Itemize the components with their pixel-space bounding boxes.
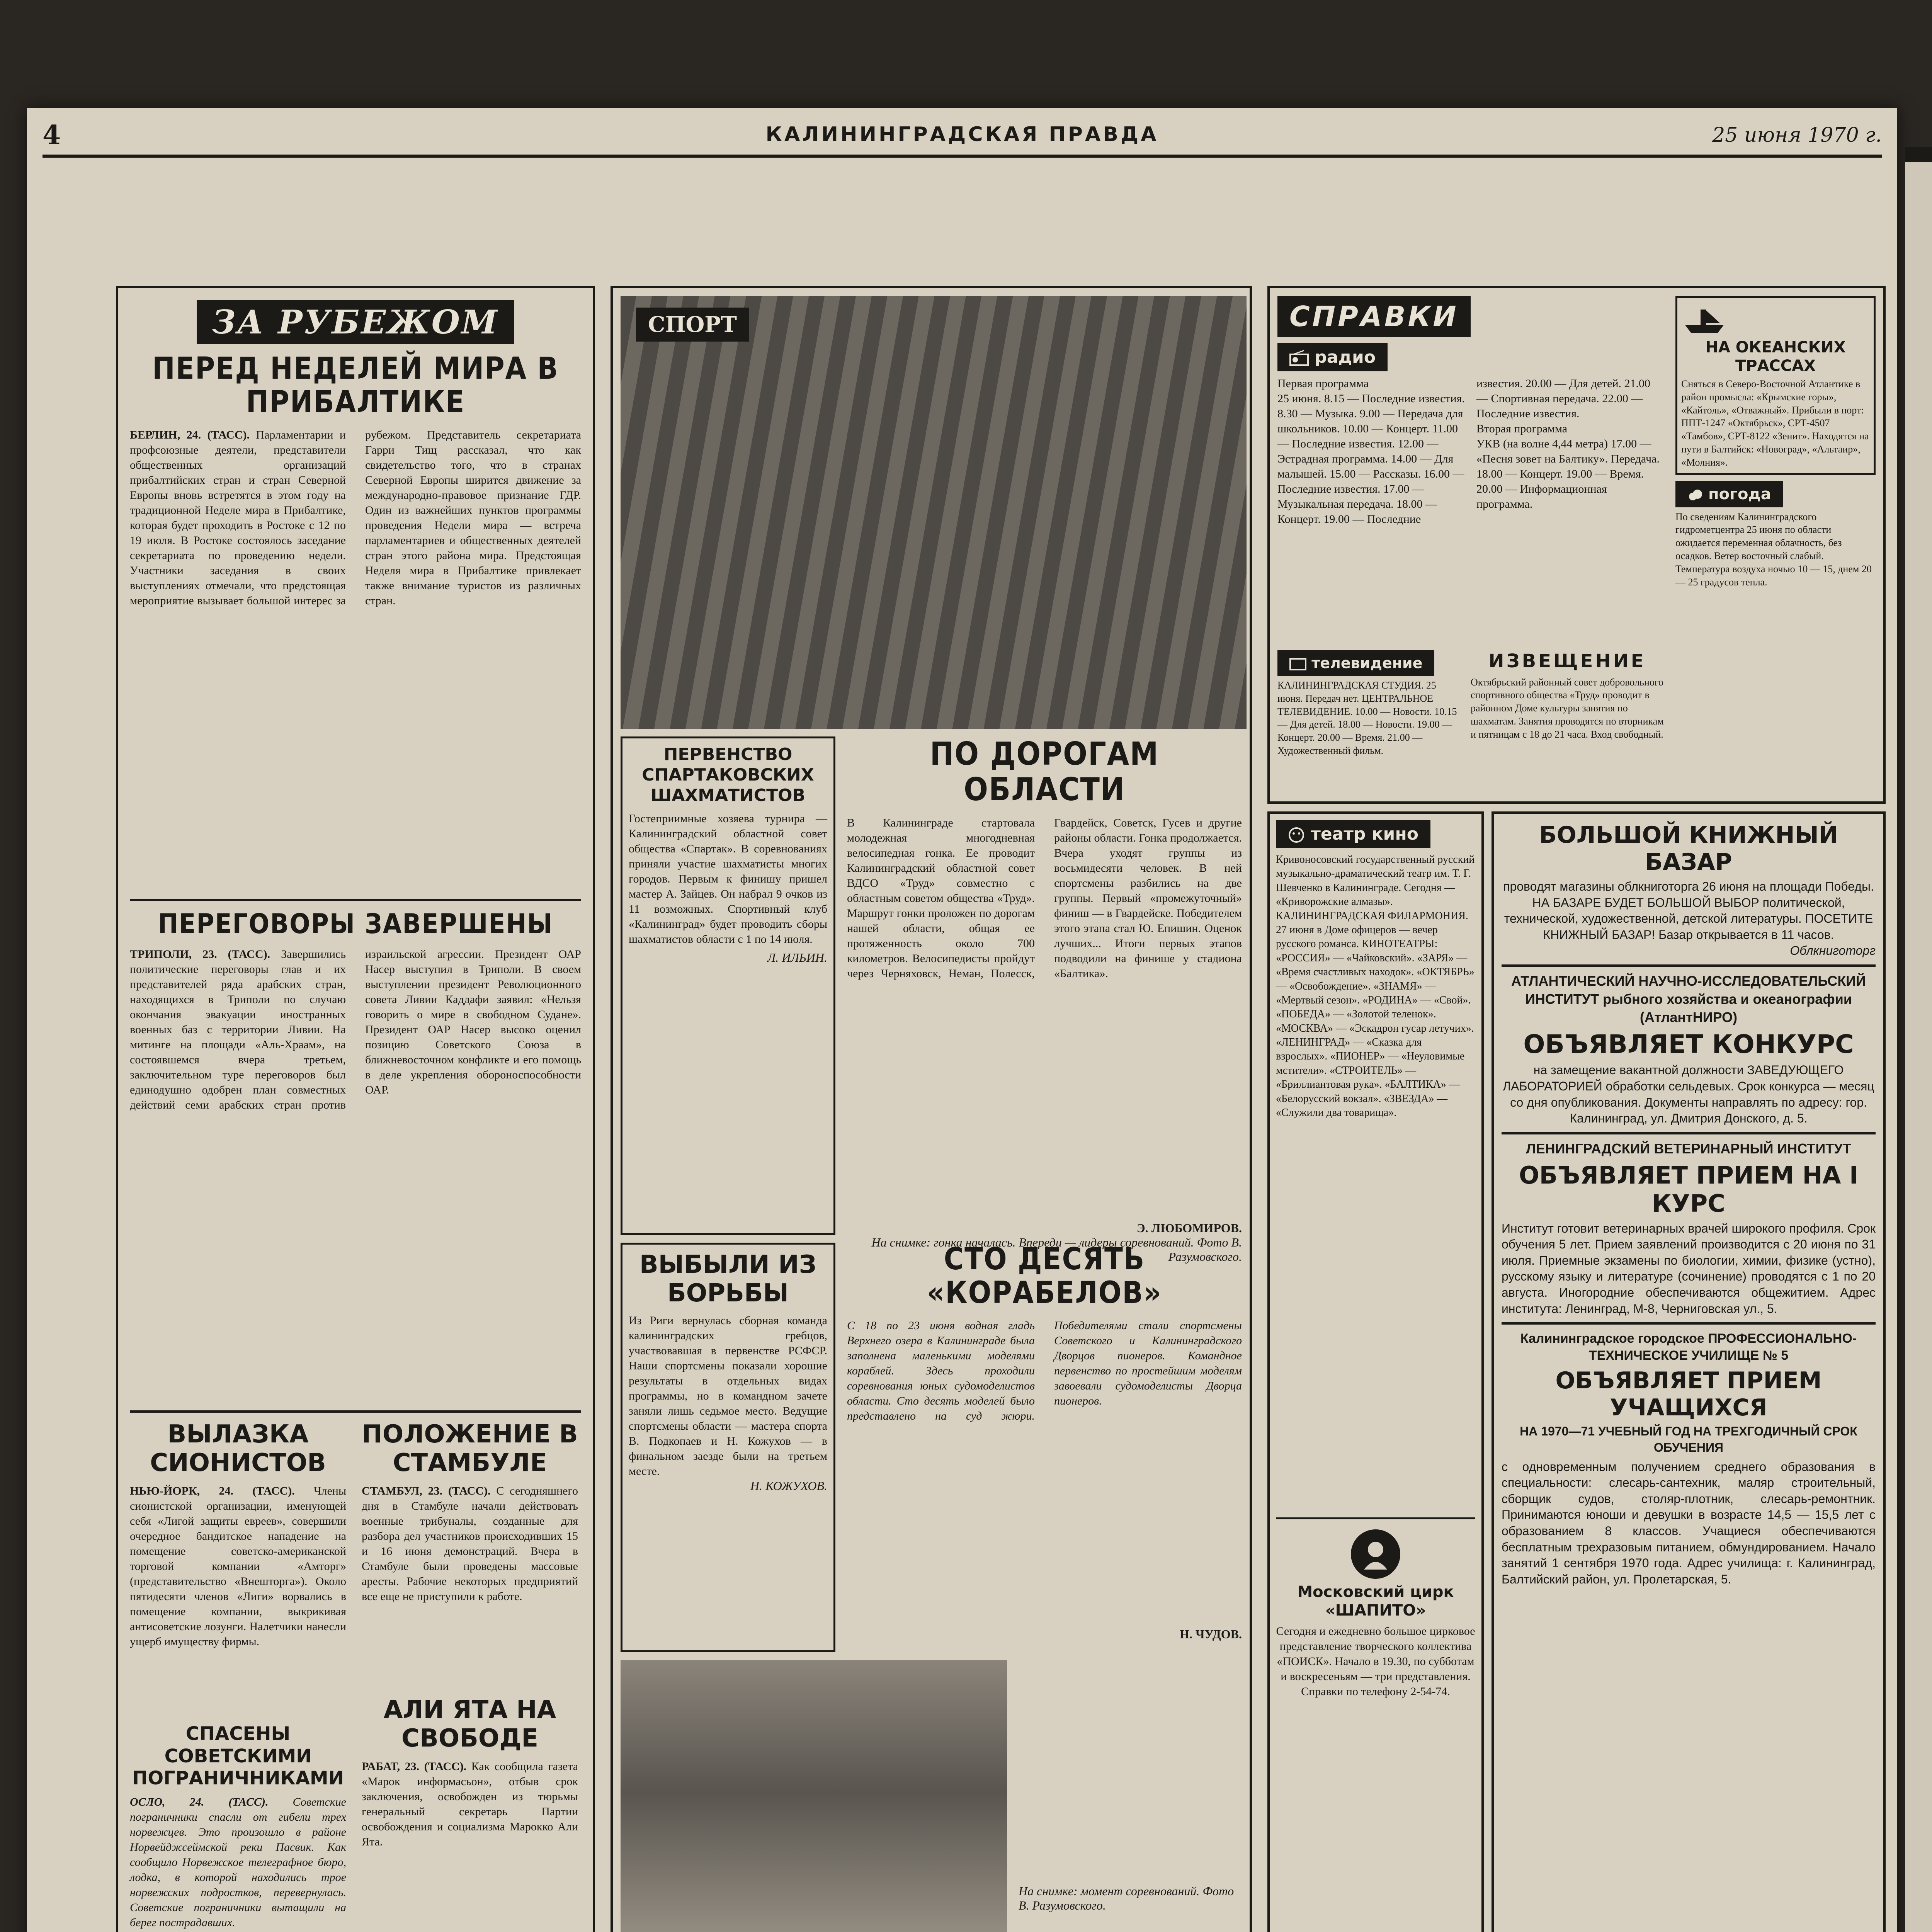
article-title: ПЕРЕГОВОРЫ ЗАВЕРШЕНЫ <box>158 908 553 940</box>
article-text: С 18 по 23 июня водная гладь Верхнего озера в Калининграде была заполнена маленькими моделями кораблей. Здесь проходили соревнования юных судомоделистов области. Сто десять моделей было представлено на суд жюри. Победителями стали спортсмены Советского и Калининградского Дворцов пионеров. Командное первенство по простейшим моделям завоевали судомоделисты Дворца пионеров. <box>847 1319 1242 1422</box>
article-dateline: РАБАТ, 23. (ТАСС). <box>362 1760 467 1773</box>
article-author: Л. ИЛЬИН. <box>767 951 827 965</box>
article-title: ВЫЛАЗКА СИОНИСТОВ <box>150 1420 326 1477</box>
tv-text: КАЛИНИНГРАДСКАЯ СТУДИЯ. 25 июня. Передач нет. ЦЕНТРАЛЬНОЕ ТЕЛЕВИДЕНИЕ. 10.00 — Новости. 10.15 — Для детей. 18.00 — Новости. 19.00 — Концерт. 20.00 — Время. 21.00 — Художественный фильм. <box>1277 680 1457 756</box>
ship-models-photo <box>621 1660 1007 1932</box>
ad-text: проводят магазины облкниготорга 26 июня на площади Победы. НА БАЗАРЕ БУДЕТ БОЛЬШОЙ ВЫБОР политической, технической, художественной, детской литературы. ПОСЕТИТЕ КНИЖНЫЙ БАЗАР! Базар открывается в 11 часов. <box>1503 879 1874 942</box>
article-column <box>130 1420 346 1932</box>
circus-title: Московский цирк «ШАПИТО» <box>1297 1583 1454 1619</box>
radio-program-title: Вторая программа <box>1476 422 1568 435</box>
page-number: 4 <box>43 120 61 151</box>
article-dateline: ТРИПОЛИ, 23. (ТАСС). <box>130 948 270 961</box>
notice-block <box>1471 650 1664 757</box>
article-text: Гостеприимные хозяева турнира — Калининградский областной совет общества «Спартак». В соревнованиях приняли участие шахматисты многих городов. Первым к финишу пришел мастер А. Зайцев. Он набрал 9 очков из 11 возможных. Спортивный клуб «Калининград» будет проводить сборы шахматистов области с 1 по 14 июля. <box>629 812 827 946</box>
tv-block <box>1277 650 1463 757</box>
article-title: ПО ДОРОГАМ ОБЛАСТИ <box>930 736 1159 808</box>
cloud-icon <box>1687 488 1703 502</box>
tv-label: телевидение <box>1311 655 1423 672</box>
ad-title: АТЛАНТИЧЕСКИЙ НАУЧНО-ИССЛЕДОВАТЕЛЬСКИЙ ИНСТИТУТ рыбного хозяйства и океанографии (АтлантНИРО) <box>1511 973 1866 1025</box>
ads-section <box>1492 811 1886 1932</box>
next-page-edge <box>1905 147 1932 1932</box>
article-body <box>130 1483 346 1715</box>
radio-block <box>1277 343 1664 646</box>
ocean-text: Сняться в Северо-Восточной Атлантике в район промысла: «Крымские горы», «Кайтоль», «Отважный». Прибыли в порт: ППТ-1247 «Октябрьск», СРТ-4507 «Тамбов», СРТ-8122 «Зенит». Находятся на пути в Балтийск: «Новоград», «Альтаир», «Молния». <box>1681 378 1869 468</box>
radio-program-text: УКВ (на волне 4,44 метра) 17.00 — «Песня зовет на Балтику». Передача. 18.00 — Концерт. 19.00 — Время. 20.00 — Информационная программа. <box>1476 437 1660 510</box>
ad-subtitle: НА 1970—71 УЧЕБНЫЙ ГОД НА ТРЕХГОДИЧНЫЙ СРОК ОБУЧЕНИЯ <box>1520 1424 1857 1455</box>
notice-title: ИЗВЕЩЕНИЕ <box>1488 650 1646 672</box>
photo-caption: На снимке: момент соревнований. Фото В. Разумовского. <box>1019 1884 1234 1912</box>
article-text: Из Риги вернулась сборная команда калининградских гребцов, участвовавшая в первенстве РСФСР. Наши спортсмены показали хорошие результаты в отдельных видах программы, но в командном зачете заняли лишь седьмое место. Ведущие спортсмены области — мастера спорта В. Подкопаев и Н. Кожухов — в финальном заезде были на третьем месте. <box>629 1314 827 1478</box>
radio-program-title: Первая программа <box>1277 377 1369 390</box>
article-text: Советские пограничники спасли от гибели трех норвежцев. Это произошло в районе Норвейджсеймской реки Пасвик. Как сообщило Норвежское телеграфное бюро, лодка, в которой находились трое норвежских подростков, перевернулась. Советские пограничники вытащили на берег пострадавших. <box>130 1796 346 1929</box>
article-body <box>130 1794 346 1932</box>
abroad-section <box>116 286 595 1932</box>
article-body <box>362 1483 578 1684</box>
newspaper-title: КАЛИНИНГРАДСКАЯ ПРАВДА <box>765 123 1159 146</box>
ad-headline: ОБЪЯВЛЯЕТ КОНКУРС <box>1523 1029 1854 1060</box>
weather-block <box>1675 481 1876 589</box>
article-title: ВЫБЫЛИ ИЗ БОРЬБЫ <box>639 1250 817 1308</box>
article-text: В Калининграде стартовала молодежная многодневная велосипедная гонка. Ее проводит Калининградский областной совет ВДСО «Труд» совместно с областным советом общества «Труд». Маршрут гонки проложен по дорогам нашей области, общая ее протяженность около 700 километров. Велосипедисты пройдут через Черняховск, Неман, Полесск, Гвардейск, Советск, Гусев и другие районы области. Гонка продолжается. Вчера уходят группы из восьмидесяти человек. В ней спортсмены разбились на две группы. Первый «промежуточный» финиш — в Гвардейске. Победителем этого этапа стал Ю. Епишин. Оценок лучших... Итоги первых этапов подводили на финише у стадиона «Балтика». <box>847 816 1242 980</box>
article-body <box>130 947 581 1403</box>
institute-ad <box>1502 972 1876 1127</box>
article-body <box>362 1759 578 1921</box>
ad-sign: Облкниготорг <box>1790 944 1876 958</box>
circus-logo-icon <box>1349 1527 1403 1581</box>
article-dateline: БЕРЛИН, 24. (ТАСС). <box>130 428 250 441</box>
theatre-cinema-block <box>1267 811 1484 1932</box>
article-text: Парламентарии и профсоюзные деятели, представители общественных организаций прибалтийских стран и стран Северной Европы вновь встретятся в этом году на традиционной Неделе мира в Прибалтике, которая будет проходить в Ростоке с 12 по 19 июля. В Ростоке состоялось заседание секретариата по проведению недели. Участники заседания в своих выступлениях отмечали, что предстоящая мероприятие вызывает большой интерес за рубежом. Представитель секретариата Гарри Тищ рассказал, что как свидетельство того, что в странах Северной Европы ширится движение за международно-правовое признание ГДР. Один из важнейших пунктов программы проведения Недели мира — встреча парламентариев и общественных деятелей стран этого района мира. Предстоящая Неделя мира в Прибалтике привлекает также внимание туристов из различных стран. <box>130 428 581 607</box>
article-dateline: НЬЮ-ЙОРК, 24. (ТАСС). <box>130 1485 295 1498</box>
article-text: С сегодняшнего дня в Стамбуле начали действовать военные трибуналы, созданные для разбора дел участников происходивших 15 и 16 июня демонстраций. Вчера в Стамбуле были проведены массовые аресты. Рабочие некоторых предприятий все еще не приступили к работе. <box>362 1485 578 1603</box>
article-title: АЛИ ЯТА НА СВОБОДЕ <box>383 1696 556 1753</box>
article-text: Члены сионистской организации, именующей себя «Лигой защиты евреев», совершили очередное бандитское нападение на помещение советско-американской торговой компании «Амторг» (представительство «Внешторга»). Около пятидесяти членов «Лиги» ворвались в помещение компании, выкрикивая антисоветские лозунги. Налетчики нанесли ущерб имуществу фирмы. <box>130 1485 347 1648</box>
ad-text: на замещение вакантной должности ЗАВЕДУЮЩЕГО ЛАБОРАТОРИЕЙ обработки сельдевых. Срок конкурса — месяц со дня опубликования. Документы направлять по адресу: гор. Калининград, ул. Дмитрия Донского, д. 5. <box>1503 1063 1874 1126</box>
article-author: Н. ЧУДОВ. <box>1180 1627 1242 1641</box>
notice-text: Октябрьский районный совет добровольного спортивного общества «Труд» проводит в районном Доме культуры занятия по шахматам. Занятия проводятся по вторникам и пятницам с 18 до 21 часа. Вход свободный. <box>1471 676 1664 740</box>
circus-block <box>1276 1517 1475 1699</box>
theatre-mask-icon <box>1288 827 1305 843</box>
weather-label: погода <box>1708 485 1771 503</box>
rowing-article <box>621 1243 835 1652</box>
radio-program-text: 25 июня. 8.15 — Последние известия. 8.30 — Музыка. 9.00 — Передача для школьников. 10.00 — Концерт. 11.00 — Последние известия. 12.00 — Эстрадная программа. 14.00 — Для малышей. 15.00 — Рассказы. 16.00 — Последние известия. 17.00 — Музыкальная передача. 18.00 — Концерт. 19.00 — Последние известия. 20.00 — Для детей. 21.00 — Спортивная передача. 22.00 — Последние известия. <box>1277 377 1651 526</box>
book-bazaar-ad <box>1502 821 1876 959</box>
article-author: Э. ЛЮБОМИРОВ. <box>1136 1221 1242 1235</box>
article-title: ПОЛОЖЕНИЕ В СТАМБУЛЕ <box>362 1420 578 1477</box>
article-column <box>362 1420 578 1932</box>
cycling-photo <box>621 296 1247 729</box>
sport-section <box>611 286 1252 1932</box>
ad-text: с одновременным получением среднего образования в специальности: слесарь-сантехник, маляр строительный, сборщик судов, столяр-плотник, слесарь-ремонтник. Принимаются юноши и девушки в возрасте 14,5 — 15,5 лет с образованием 8 классов. Учащиеся обеспечиваются бесплатным трехразовым питанием, обмундированием. Начало занятий 1 сентября 1970 года. Адрес училища: г. Калининград, Балтийский район, ул. Пролетарская, 5. <box>1502 1459 1876 1586</box>
issue-date: 25 июня 1970 г. <box>1712 124 1882 147</box>
ad-headline: ОБЪЯВЛЯЕТ ПРИЕМ УЧАЩИХСЯ <box>1555 1367 1822 1422</box>
info-section <box>1267 286 1886 804</box>
article-title: ПЕРВЕНСТВО СПАРТАКОВСКИХ ШАХМАТИСТОВ <box>642 745 814 805</box>
cycling-article <box>847 736 1242 1264</box>
ocean-routes <box>1675 296 1876 475</box>
theatre-label: театр кино <box>1311 824 1419 844</box>
article-dateline: ОСЛО, 24. (ТАСС). <box>130 1796 269 1809</box>
chess-article <box>621 736 835 1235</box>
article-title: СТО ДЕСЯТЬ «КОРАБЕЛОВ» <box>927 1242 1162 1311</box>
photo-caption: На снимке: гонка началась. Впереди — лидеры соревнований. Фото В. Разумовского. <box>871 1235 1242 1264</box>
article-body <box>130 427 581 891</box>
article-dateline: СТАМБУЛ, 23. (ТАСС). <box>362 1485 491 1498</box>
ad-headline: ОБЪЯВЛЯЕТ ПРИЕМ НА I КУРС <box>1519 1161 1859 1218</box>
article-text: Завершились политические переговоры глав и их представителей ряда арабских стран, находящихся в Триполи по случаю окончания эвакуации иностранных военных баз с территории Ливии. На митинге на площади «Аль-Храам», на состоявшемся вчера третьем, заключительном туре переговоров был единодушно одобрен план совместных действий семи арабских стран против израильской агрессии. Президент ОАР Насер выступил в Триполи. В своем выступлении президент Революционного совета Ливии Каддафи заявил: «Нельзя говорить о мире в свободном Судане». Президент ОАР Насер высоко оценил позицию Советского Союза в ближневосточном конфликте и его помощь в деле укрепления обороноспособности ОАР. <box>130 948 581 1112</box>
ocean-title: НА ОКЕАНСКИХ ТРАССАХ <box>1705 338 1846 375</box>
circus-text: Сегодня и ежедневно большое цирковое представление творческого коллектива «ПОИСК». Начало в 19.30, по субботам и воскресеньям — три представления. Справки по телефону 2-54-74. <box>1276 1625 1475 1698</box>
ship-icon <box>1681 302 1728 337</box>
ad-text: Институт готовит ветеринарных врачей широкого профиля. Срок обучения 5 лет. Прием заявлений производится с 20 июня по 31 июля. Приемные экзамены по биологии, химии, физике (устно), русскому языку и литературе (сочинение) проводятся с 1 по 20 августа. Иногородние обеспечиваются общежитием. Адрес института: Ленинград, М-8, Черниговская ул., 5. <box>1502 1221 1876 1316</box>
article-author: Н. КОЖУХОВ. <box>750 1479 827 1493</box>
page-header <box>43 120 1882 158</box>
theatre-text: Кривоносовский государственный русский музыкально-драматический театр им. Т. Г. Шевченко в Калининграде. Сегодня — «Криворожские алмазы». КАЛИНИНГРАДСКАЯ ФИЛАРМОНИЯ. 27 июня в Доме офицеров — вечер русского романса. КИНОТЕАТРЫ: «РОССИЯ» — «Чайковский». «ЗАРЯ» — «Время счастливых находок». «ОКТЯБРЬ» — «Освобождение». «ЗНАМЯ» — «Мертвый сезон». «РОДИНА» — «Свой». «ПОБЕДА» — «Золотой теленок». «МОСКВА» — «Эскадрон гусар летучих». «ЛЕНИНГРАД» — «Сказка для взрослых». «ПИОНЕР» — «Неуловимые мстители». «СТРОИТЕЛЬ» — «Бриллиантовая рука». «БАЛТИКА» — «Белорусский вокзал». «ЗВЕЗДА» — «Служили два товарища». <box>1276 854 1475 1119</box>
weather-text: По сведениям Калининградского гидрометцентра 25 июня по области ожидается переменная облачность, без осадков. Ветер восточный слабый. Температура воздуха ночью 10 — 15, днем 20 — 25 градусов тепла. <box>1675 511 1872 588</box>
vet-institute-ad <box>1502 1140 1876 1317</box>
radio-icon <box>1289 350 1309 366</box>
ad-title: Калининградское городское ПРОФЕССИОНАЛЬНО-ТЕХНИЧЕСКОЕ УЧИЛИЩЕ № 5 <box>1520 1331 1857 1363</box>
sport-rubric: СПОРТ <box>636 308 749 342</box>
article-title: СПАСЕНЫ СОВЕТСКИМИ ПОГРАНИЧНИКАМИ <box>132 1723 344 1789</box>
tv-icon <box>1289 657 1306 671</box>
ship-models-article <box>847 1243 1242 1652</box>
article-title: ПЕРЕД НЕДЕЛЕЙ МИРА В ПРИБАЛТИКЕ <box>152 351 559 420</box>
info-rubric: СПРАВКИ <box>1277 296 1471 337</box>
radio-label: радио <box>1315 347 1376 367</box>
ocean-weather-column <box>1675 296 1876 757</box>
vocational-school-ad <box>1502 1330 1876 1587</box>
abroad-rubric: ЗА РУБЕЖОМ <box>197 300 514 344</box>
ad-title: БОЛЬШОЙ КНИЖНЫЙ БАЗАР <box>1539 821 1838 876</box>
article-text: Как сообщила газета «Марок информасьон», отбыв срок заключения, освобожден из тюрьмы генеральный секретарь Партии освобождения и социализма Марокко Али Ята. <box>362 1760 578 1849</box>
ad-title: ЛЕНИНГРАДСКИЙ ВЕТЕРИНАРНЫЙ ИНСТИТУТ <box>1526 1140 1851 1156</box>
